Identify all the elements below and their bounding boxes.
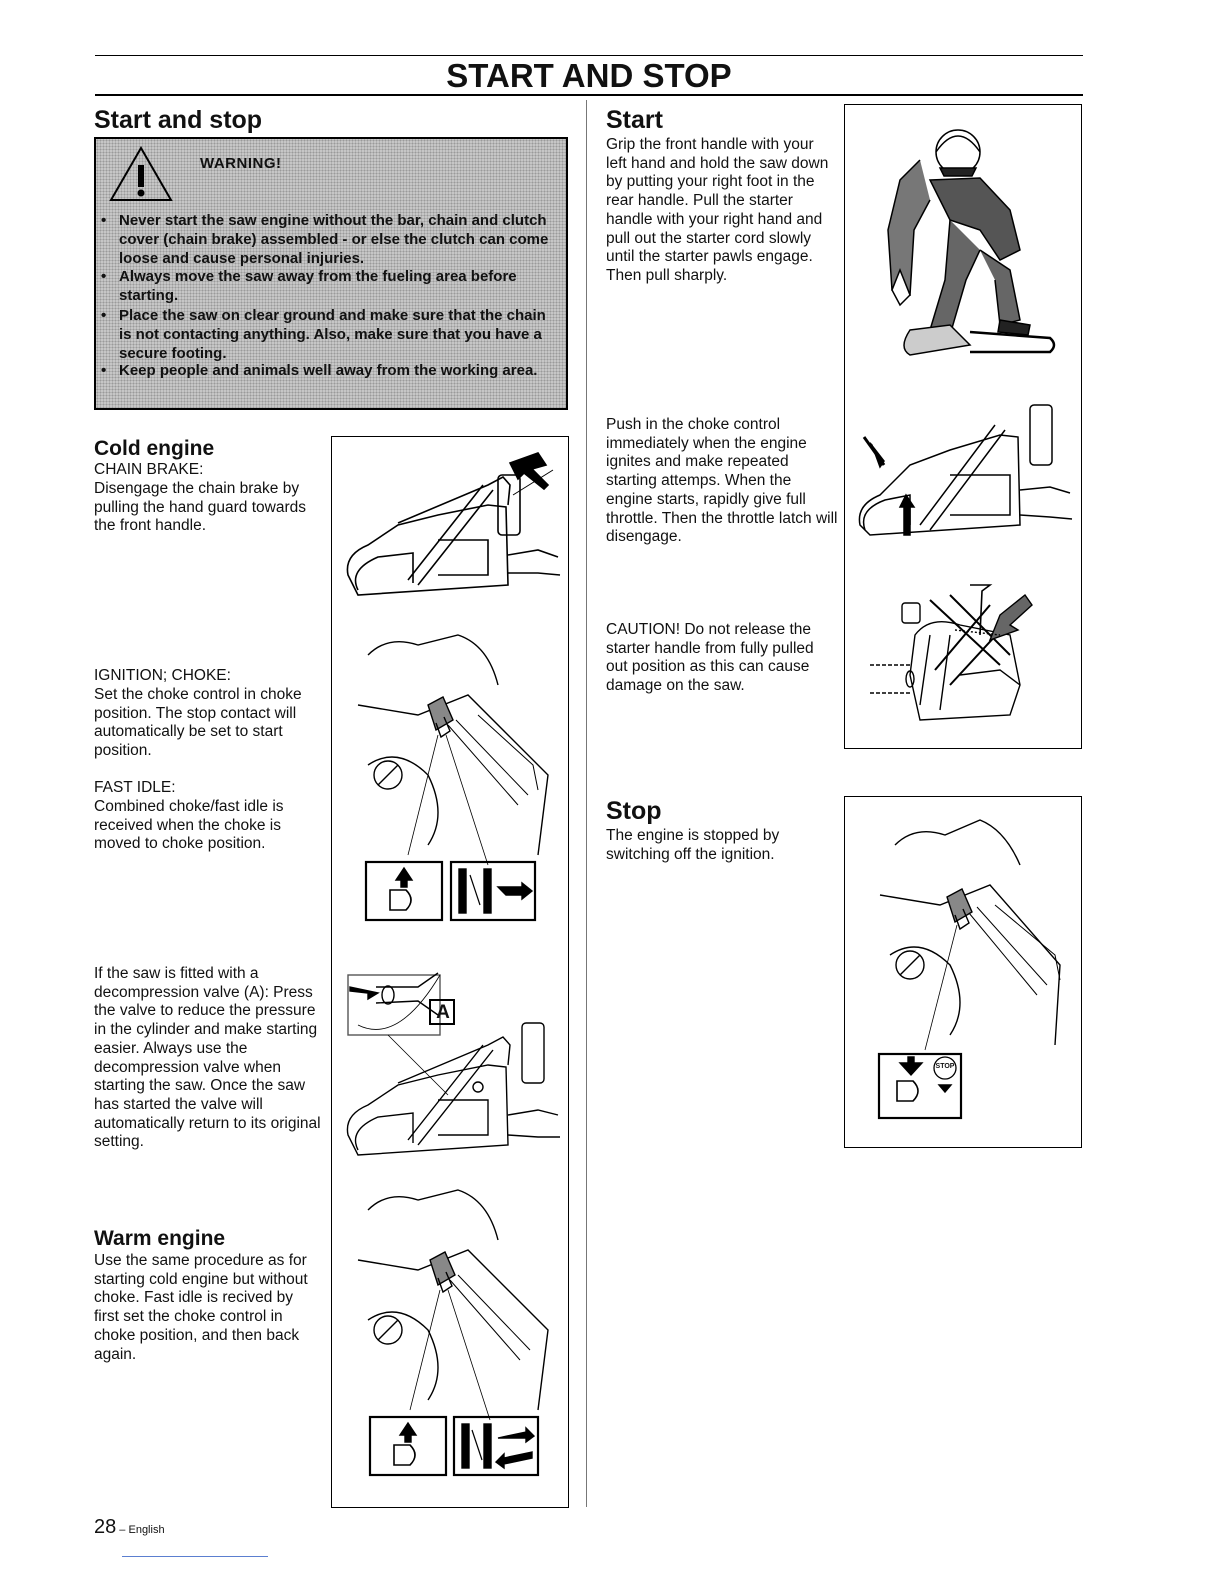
fast-idle-label: FAST IDLE: [94,779,176,796]
start-caution-text: CAUTION! Do not release the starter handle from fully pulled out position as this can cause damage on the saw. [606,621,814,695]
stop-icon-label: STOP [935,1063,955,1070]
warm-engine-text: Use the same procedure as for starting cold engine but without choke. Fast idle is recived by first set the choke control in choke position, and then back again. [94,1252,308,1363]
footer-language: English [128,1524,165,1536]
column-separator [586,100,587,1507]
stop-switch-illustration [855,805,1075,1125]
chain-brake-text: Disengage the chain brake by pulling the hand guard towards the front handle. [94,480,306,535]
cold-engine-title: Cold engine [94,437,215,460]
chain-brake-label: CHAIN BRAKE: [94,461,204,478]
ignition-choke-illustration [338,625,562,925]
warning-bullet-1: • Never start the saw engine without the bar, chain and clutch cover (chain brake) assembled - or else the clutch can come loose and cause personal injuries. [101,212,549,267]
decompression-text: If the saw is fitted with a decompression valve (A): Press the valve to reduce the pressure in the cylinder and make starting easier. Always use the decompression valve when starting the saw. Once the saw has started the valve will automatically return to its original setting. [94,965,321,1151]
page-number: 28 [94,1516,117,1538]
stop-text: The engine is stopped by switching off the ignition. [606,827,780,863]
person-starting-saw-illustration [870,120,1060,360]
valve-label-a: A [436,1002,450,1023]
fast-idle-text: Combined choke/fast idle is received when the choke is moved to choke position. [94,798,284,853]
chain-brake-illustration [338,445,562,605]
start-choke-text: Push in the choke control immediately when the engine ignites and make repeated starting attemps. When the engine starts, rapidly give full throttle. Then the throttle latch will disengage. [606,416,838,546]
warning-bullet-4: • Keep people and animals well away from the working area. [101,362,538,379]
warning-bullet-2: • Always move the saw away from the fueling area before starting. [101,268,517,304]
choke-control-illustration [850,395,1074,545]
caution-starter-illustration [860,575,1070,735]
stop-title: Stop [606,797,662,825]
page-footer: 28 – English [94,1516,165,1538]
warm-engine-illustration [338,1180,562,1480]
ignition-choke-label: IGNITION; CHOKE: [94,667,231,684]
warning-title: WARNING! [200,155,282,172]
start-grip-text: Grip the front handle with your left hand and hold the saw down by putting your right foot in the rear handle. Pull the starter handle with your right hand and pull out the starter cord slowly until the starter pawls engage. Then pull sharply. [606,136,829,284]
start-title: Start [606,106,663,134]
warning-bullet-3: • Place the saw on clear ground and make sure that the chain is not contacting anything. Also, make sure that you have a secure footing. [101,307,546,362]
header-bottom-rule [95,94,1083,96]
warning-triangle-icon [108,145,174,203]
header-top-rule [95,55,1083,56]
decompression-valve-illustration [338,965,562,1165]
page-title: START AND STOP [446,57,732,94]
ignition-choke-text: Set the choke control in choke position. The stop contact will automatically be set to start position. [94,686,302,760]
section-title-start-and-stop: Start and stop [94,106,263,134]
warm-engine-title: Warm engine [94,1227,226,1250]
bottom-decor-line [122,1556,268,1557]
